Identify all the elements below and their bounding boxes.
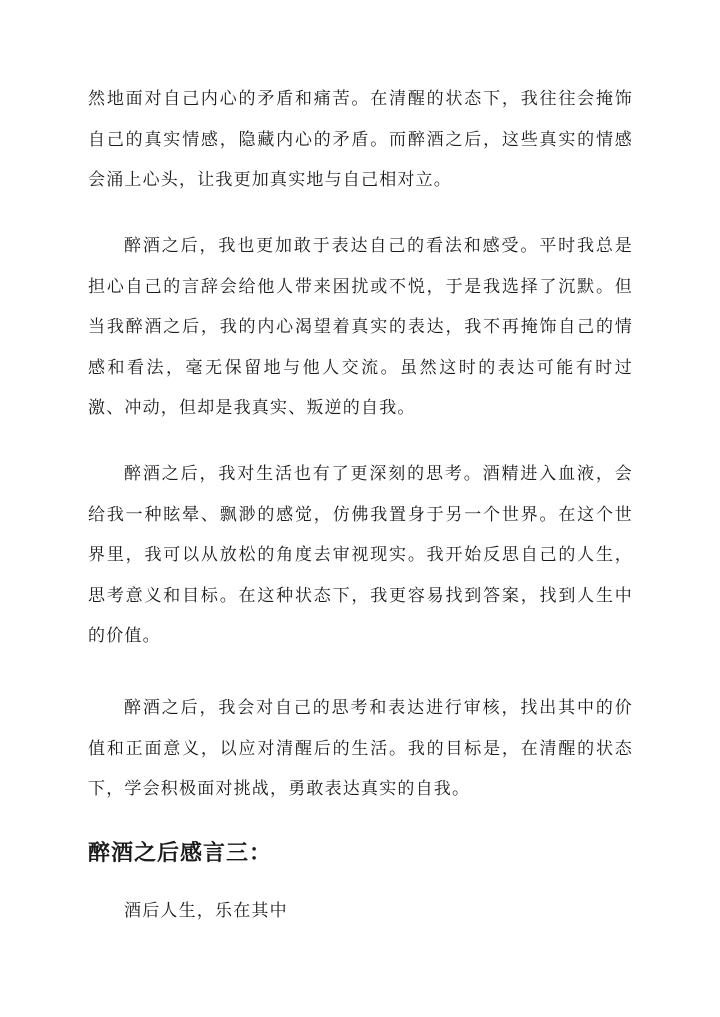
paragraph-4: 醉酒之后，我会对自己的思考和表达进行审核，找出其中的价值和正面意义，以应对清醒后的生活。我的目标是，在清醒的状态下，学会积极面对挑战，勇敢表达真实的自我。 (88, 698, 633, 799)
section-subtitle: 酒后人生，乐在其中 (124, 901, 288, 921)
paragraph-3: 醉酒之后，我对生活也有了更深刻的思考。酒精进入血液，会给我一种眩晕、飘渺的感觉，仿佛我置身于另一个世界。在这个世界里，我可以从放松的角度去审视现实。我开始反思自己的人生，思考意义和目标。在这种状态下，我更容易找到答案，找到人生中的价值。 (88, 464, 633, 646)
section-heading: 醉酒之后感言三： (88, 841, 273, 866)
paragraph-2: 醉酒之后，我也更加敢于表达自己的看法和感受。平时我总是担心自己的言辞会给他人带来困扰或不悦，于是我选择了沉默。但当我醉酒之后，我的内心渴望着真实的表达，我不再掩饰自己的情感和看法，毫无保留地与他人交流。虽然这时的表达可能有时过激、冲动，但却是我真实、叛逆的自我。 (88, 236, 633, 418)
paragraph-1: 然地面对自己内心的矛盾和痛苦。在清醒的状态下，我往往会掩饰自己的真实情感，隐藏内心的矛盾。而醉酒之后，这些真实的情感会涌上心头，让我更加真实地与自己相对立。 (88, 89, 633, 190)
